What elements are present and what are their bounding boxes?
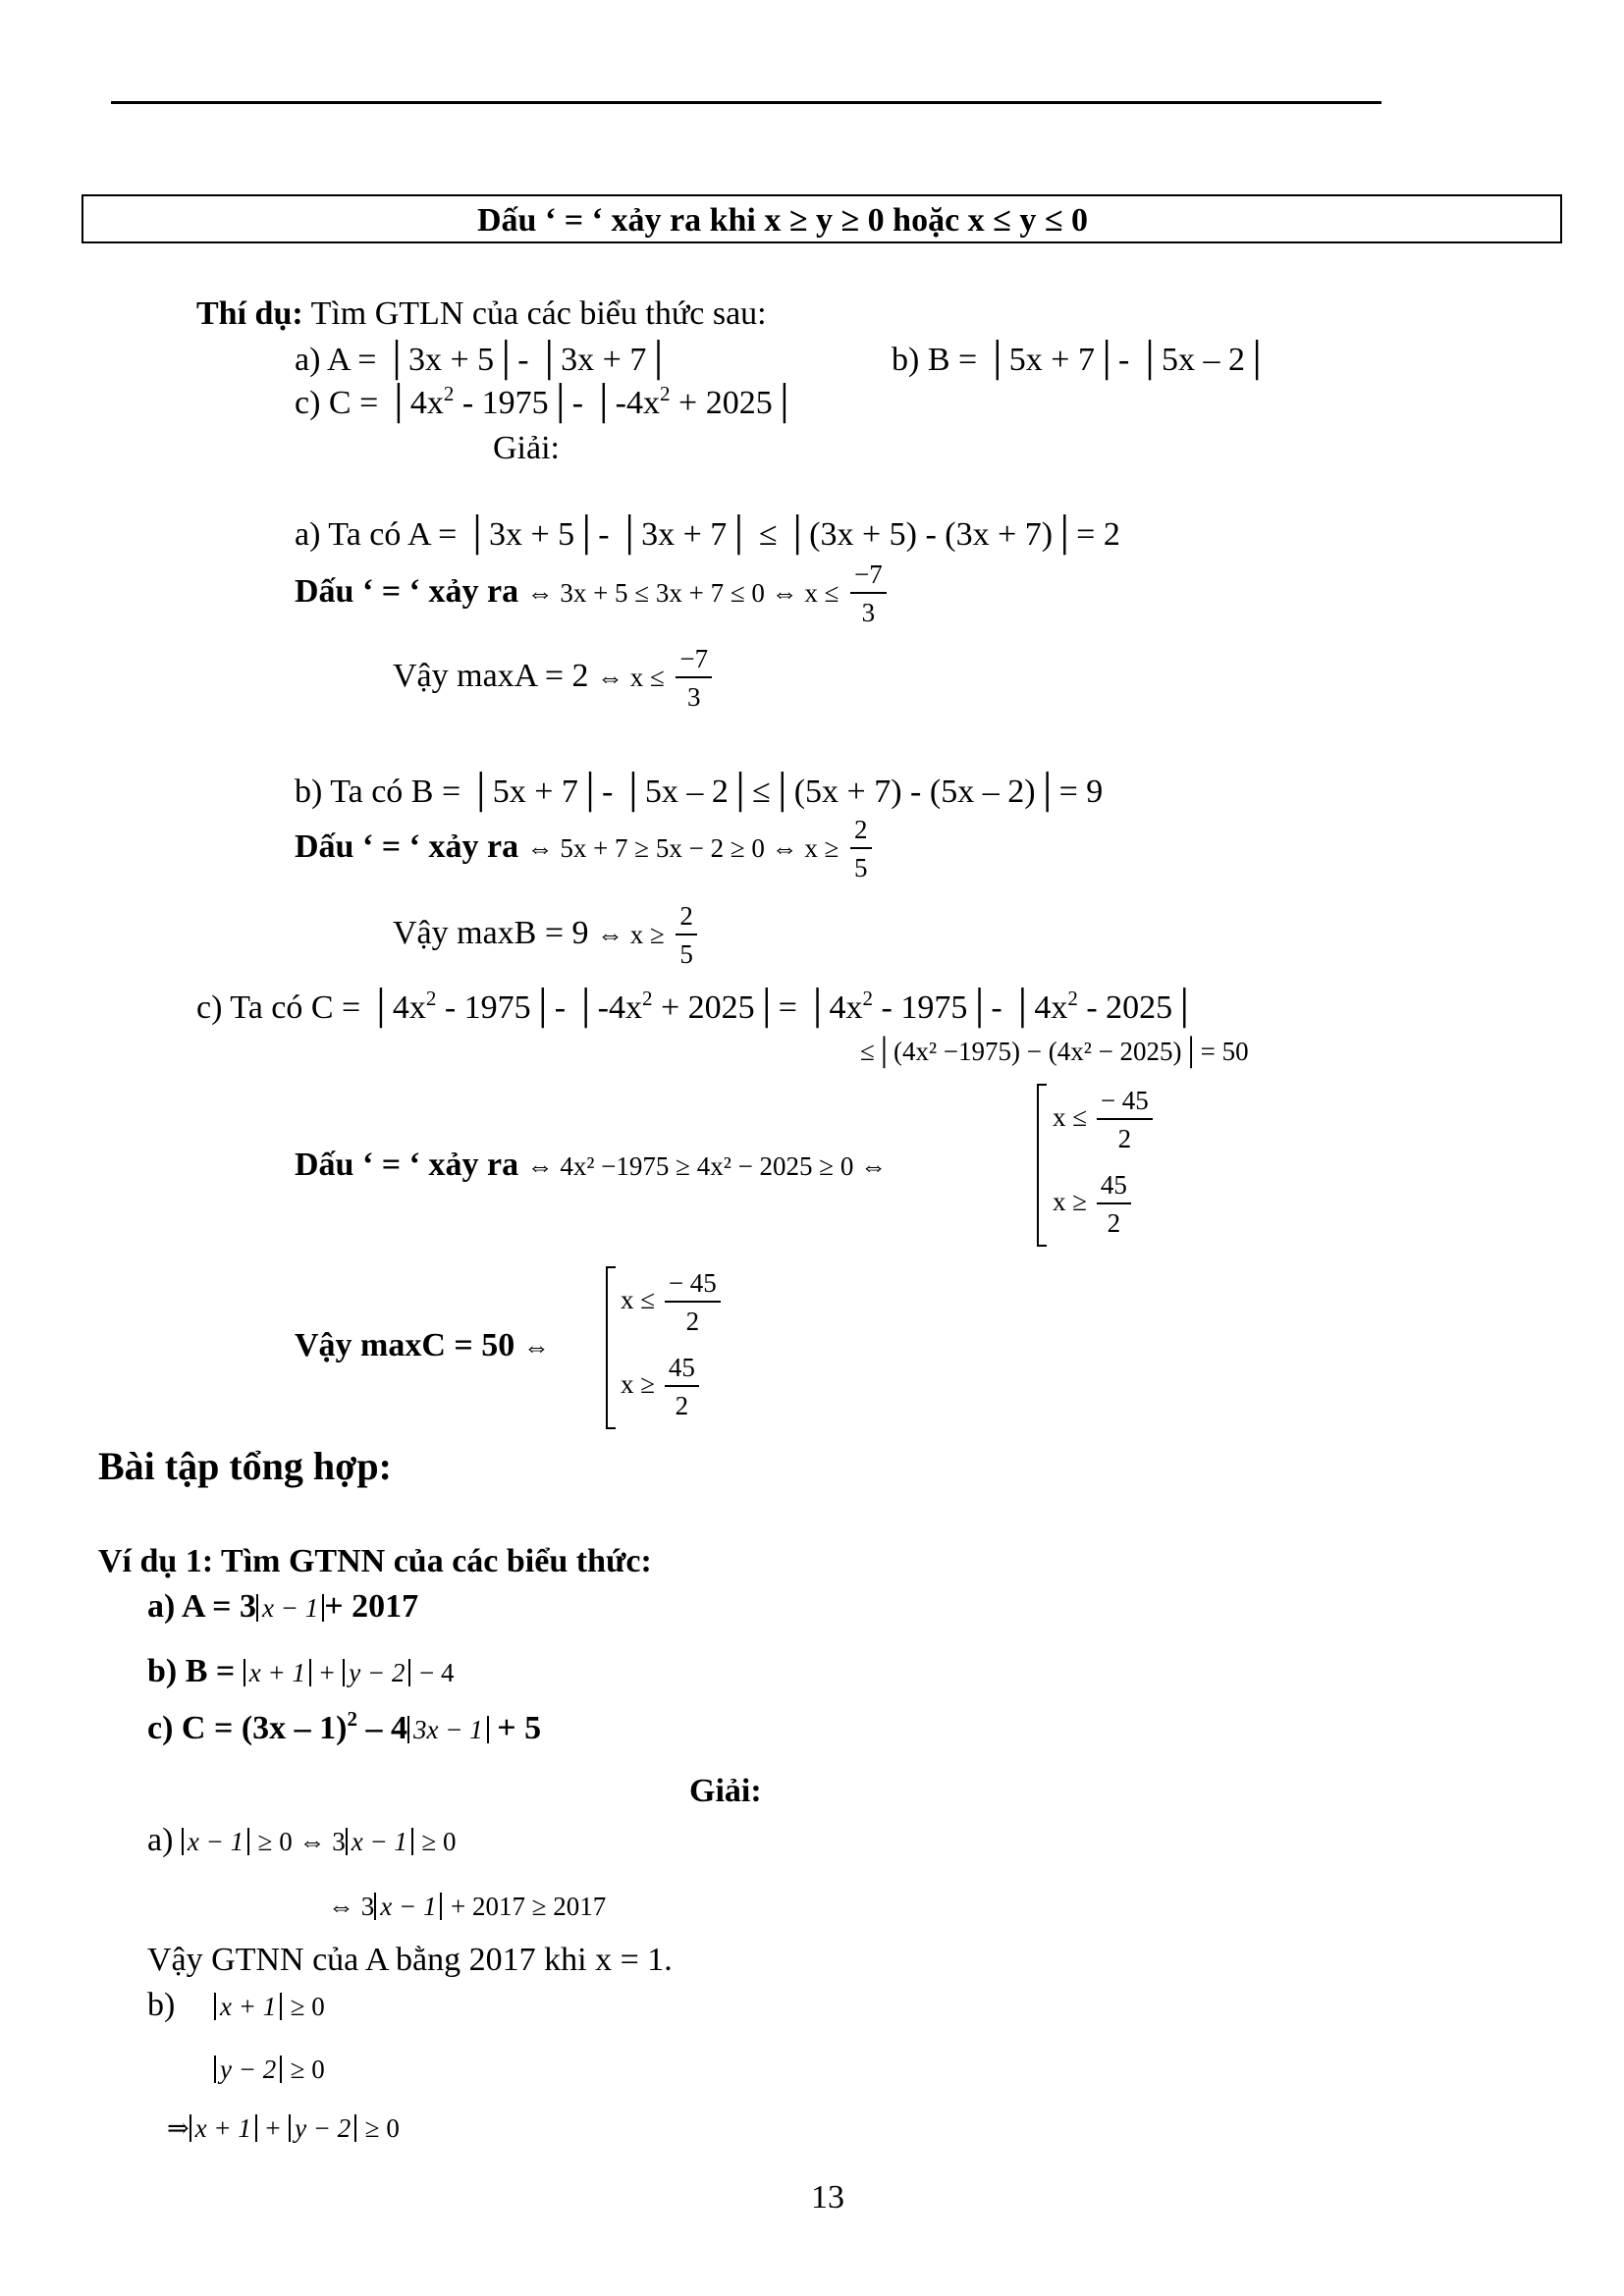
part-c-conclusion: Vậy maxC = 50 ⇔ xyxy=(295,1327,550,1363)
vd1-title: Ví dụ 1: Tìm GTNN của các biểu thức: xyxy=(98,1543,652,1579)
vd1-solution-title: Giải: xyxy=(689,1773,762,1809)
vd1-sol-a-conclusion: Vậy GTNN của A bằng 2017 khi x = 1. xyxy=(147,1942,673,1978)
example-label: Thí dụ: xyxy=(196,295,303,332)
part-a-line: a) Ta có A = │3x + 5│- │3x + 7│ ≤ │(3x + 5) - (3x + 7)│= 2 xyxy=(295,516,1120,553)
vd1-b: b) B = x + 1 + y − 2 − 4 xyxy=(147,1653,455,1689)
vd1-sol-a: a) x − 1 ≥ 0 ⇔ 3 x − 1 ≥ 0 xyxy=(147,1822,457,1858)
example-prompt: Tìm GTLN của các biểu thức sau: xyxy=(310,295,767,332)
part-c-line: c) Ta có $C = │4x^2$ - 1975│- $│-4x^2$ + 2025│= $│4x^2$ - 1975│- $│4x^2$ - 2025│ xyxy=(196,987,1197,1026)
part-c-case-bracket xyxy=(1037,1084,1047,1247)
example-a: a) A = │3x + 5│- │3x + 7│ xyxy=(295,342,671,378)
part-c-equality: Dấu ‘ = ‘ xảy ra ⇔ 4x² −1975 ≥ 4x² − 2025 ≥ 0 ⇔ xyxy=(295,1147,888,1183)
example-heading xyxy=(196,297,767,331)
section-title: Bài tập tổng hợp: xyxy=(98,1444,392,1488)
part-c-case1: x ≤ $\frac{- 45}{2}$ xyxy=(1053,1088,1156,1152)
part-c-conclusion-case2: x ≥ $\frac{45}{2}$ xyxy=(621,1355,702,1419)
part-c-conclusion-bracket xyxy=(606,1266,616,1429)
vd1-sol-b3: ⇒ x + 1 + y − 2 ≥ 0 xyxy=(167,2113,400,2143)
part-a-equality: Dấu ‘ = ‘ xảy ra ⇔ 3x + 5 ≤ 3x + 7 ≤ 0 ⇔ x ≤ $\frac{-7}{3}$ xyxy=(295,561,890,626)
part-c-line2: ≤│(4x² −1975) − (4x² − 2025)│= 50 xyxy=(860,1037,1249,1066)
part-c-case2: x ≥ $\frac{45}{2}$ xyxy=(1053,1172,1134,1237)
vd1-sol-b1: x + 1 ≥ 0 xyxy=(214,1989,325,2022)
example-b: b) B = │5x + 7│- │5x – 2│ xyxy=(892,342,1270,378)
vd1-c: c) C = (3x – 1)$^2$ – 4 3x − 1 + 5 xyxy=(147,1707,542,1746)
part-b-conclusion: Vậy maxB = 9 ⇔ x ≥ $\frac{2}{5}$ xyxy=(393,903,700,968)
vd1-sol-b-label: b) xyxy=(147,1987,176,2023)
header-rule xyxy=(111,101,1381,104)
note-text: Dấu ‘ = ‘ xảy ra khi x ≥ y ≥ 0 hoặc x ≤ y ≤ 0 xyxy=(477,202,1088,239)
vd1-sol-b2: y − 2 ≥ 0 xyxy=(214,2052,325,2085)
vd1-sol-a2: ⇔ 3 x − 1 + 2017 ≥ 2017 xyxy=(328,1892,607,1921)
example-c: c) $C = │4x^2$ - 1975│- $│-4x^2$ + 2025│ xyxy=(295,382,796,421)
vd1-a: a) A = 3 x − 1 + 2017 xyxy=(147,1588,419,1625)
part-a-conclusion: Vậy maxA = 2 ⇔ x ≤ $\frac{-7}{3}$ xyxy=(393,646,715,711)
part-c-conclusion-case1: x ≤ $\frac{- 45}{2}$ xyxy=(621,1270,724,1335)
part-b-line: b) Ta có B = │5x + 7│- │5x – 2│≤│(5x + 7) - (5x – 2)│= 9 xyxy=(295,774,1104,810)
part-b-equality: Dấu ‘ = ‘ xảy ra ⇔ 5x + 7 ≥ 5x − 2 ≥ 0 ⇔ x ≥ $\frac{2}{5}$ xyxy=(295,817,875,881)
page-number: 13 xyxy=(811,2179,844,2216)
example-solution-title: Giải: xyxy=(493,430,560,466)
